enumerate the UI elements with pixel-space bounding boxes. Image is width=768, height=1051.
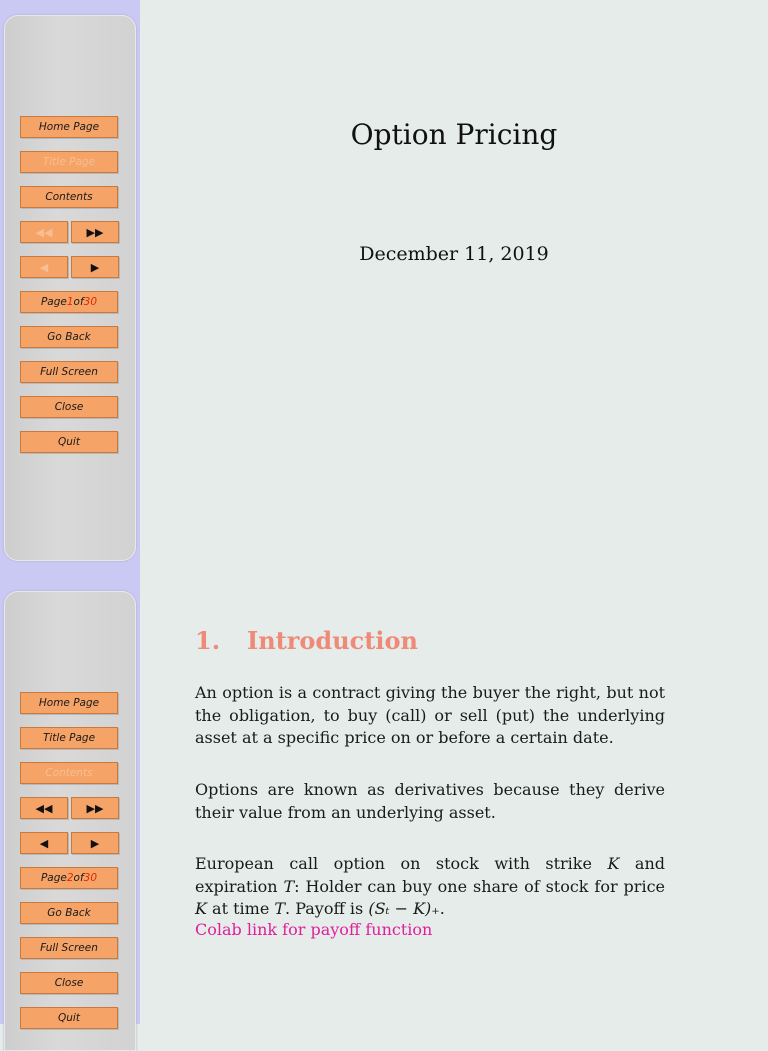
paragraph-european-call (195, 853, 665, 921)
text-segment: at time (206, 899, 275, 918)
paragraph-derivatives: Options are known as derivatives because they derive their value from an underlying asset. (195, 780, 665, 822)
math-expiration: T (283, 876, 295, 896)
step-nav-pair (20, 832, 121, 854)
page-title: Option Pricing (350, 118, 558, 151)
fast-forward-icon[interactable]: ▶▶ (71, 221, 119, 243)
text-segment: and expiration (195, 854, 665, 896)
close-button[interactable]: Close (20, 396, 118, 418)
math-strike: K (607, 854, 620, 873)
colab-payoff-link[interactable]: Colab link for payoff function (195, 920, 433, 939)
close-button[interactable]: Close (20, 972, 118, 994)
page-prefix: Page (40, 872, 67, 884)
nav-panel-page2 (4, 591, 136, 1051)
home-page-button[interactable]: Home Page (20, 116, 118, 138)
page-total: 30 (83, 296, 98, 308)
page-prefix: Page (40, 296, 67, 308)
prev-icon[interactable]: ◀ (20, 256, 68, 278)
fast-forward-icon[interactable]: ▶▶ (71, 797, 119, 819)
text-segment: : Holder can buy one share of stock for price (294, 876, 665, 896)
step-nav-pair (20, 256, 121, 278)
page-total: 30 (83, 872, 98, 884)
fast-back-icon[interactable]: ◀◀ (20, 221, 68, 243)
go-back-button[interactable]: Go Back (20, 326, 118, 348)
page-indicator (20, 867, 118, 889)
fast-nav-pair (20, 797, 121, 819)
fast-back-icon[interactable]: ◀◀ (20, 797, 68, 819)
page-of: of (73, 872, 84, 884)
contents-button[interactable]: Contents (20, 186, 118, 208)
text-segment: . (439, 899, 445, 918)
quit-button[interactable]: Quit (20, 1007, 118, 1029)
math-payoff: (Sₜ − K)₊ (368, 899, 440, 918)
math-time: T (274, 899, 286, 918)
nav-panel-page1 (4, 15, 136, 561)
section-number: 1. (195, 626, 221, 655)
section-heading (195, 626, 418, 655)
go-back-button[interactable]: Go Back (20, 902, 118, 924)
contents-button[interactable]: Contents (20, 762, 118, 784)
prev-icon[interactable]: ◀ (20, 832, 68, 854)
page-number: 1 (66, 296, 74, 308)
next-icon[interactable]: ▶ (71, 256, 119, 278)
quit-button[interactable]: Quit (20, 431, 118, 453)
full-screen-button[interactable]: Full Screen (20, 361, 118, 383)
text-segment: European call option on stock with strike (195, 854, 608, 873)
fast-nav-pair (20, 221, 121, 243)
title-page-button[interactable]: Title Page (20, 151, 118, 173)
page-of: of (73, 296, 84, 308)
section-title: Introduction (247, 626, 418, 655)
document-date: December 11, 2019 (359, 243, 549, 265)
home-page-button[interactable]: Home Page (20, 692, 118, 714)
page-number: 2 (66, 872, 74, 884)
text-segment: . Payoff is (285, 899, 369, 918)
title-page-button[interactable]: Title Page (20, 727, 118, 749)
next-icon[interactable]: ▶ (71, 832, 119, 854)
math-strike: K (195, 899, 207, 918)
full-screen-button[interactable]: Full Screen (20, 937, 118, 959)
paragraph-definition: An option is a contract giving the buyer the right, but not the obligation, to buy (call) or sell (put) the underlying asset at a specific price on or before a certain date. (195, 683, 665, 747)
page-indicator (20, 291, 118, 313)
